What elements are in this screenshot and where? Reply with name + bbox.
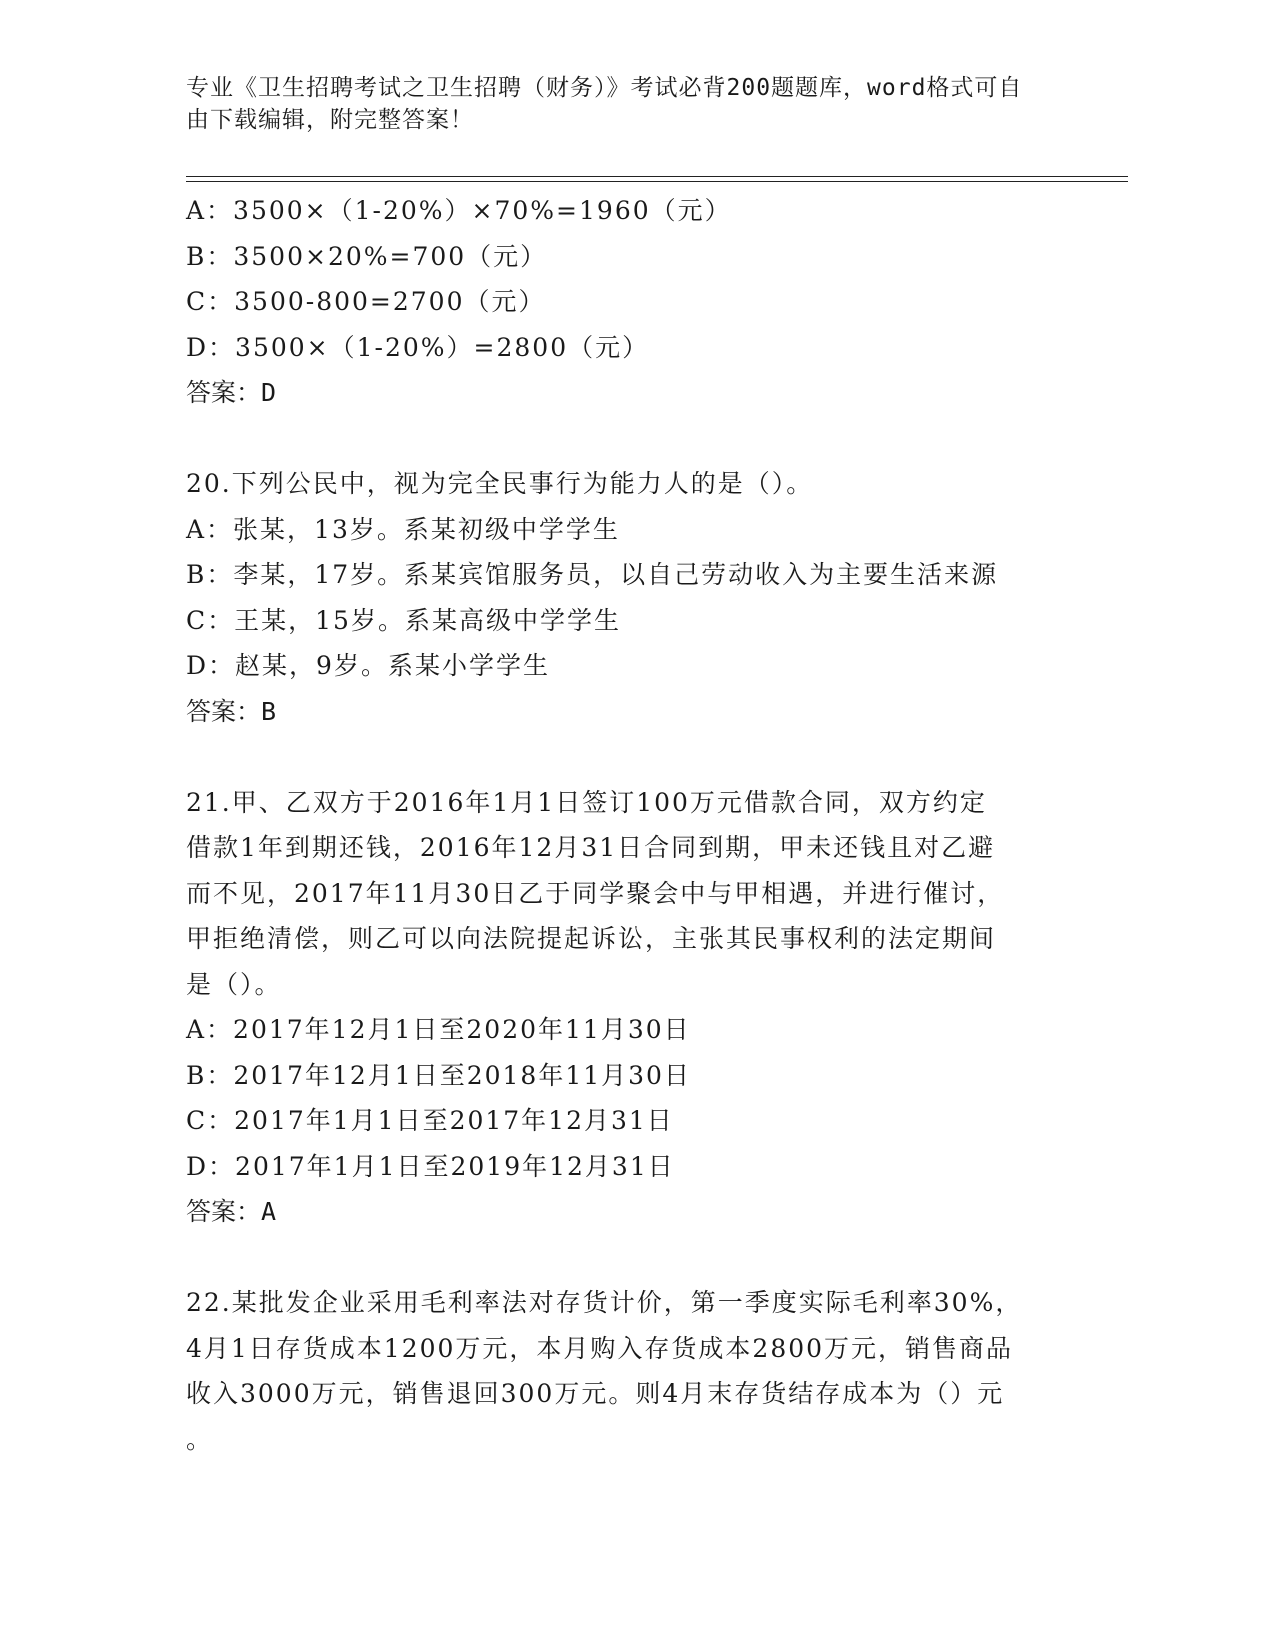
answer: 答案：D <box>186 378 277 407</box>
option-d: D：赵某，9岁。系某小学学生 <box>186 651 550 680</box>
question-stem-line: 4月1日存货成本1200万元，本月购入存货成本2800万元，销售商品 <box>186 1333 1014 1363</box>
question-stem-line: 22.某批发企业采用毛利率法对存货计价，第一季度实际毛利率30%， <box>186 1288 1023 1317</box>
header-rule-top <box>186 176 1128 177</box>
document-body <box>186 188 1086 1462</box>
question-stem-line: 。 <box>186 1424 214 1454</box>
option-a: A：3500×（1-20%）×70%=1960（元） <box>186 196 732 225</box>
option-a: A：张某，13岁。系某初级中学学生 <box>186 514 620 544</box>
question-stem-line: 而不见，2017年11月30日乙于同学聚会中与甲相遇，并进行催讨， <box>186 878 1005 908</box>
question-stem-line: 21.甲、乙双方于2016年1月1日签订100万元借款合同，双方约定 <box>186 787 987 817</box>
option-c: C：王某，15岁。系某高级中学学生 <box>186 605 621 635</box>
option-d: D：3500×（1-20%）=2800（元） <box>186 332 650 362</box>
header-line-1: 专业《卫生招聘考试之卫生招聘（财务）》考试必背200题题库，word格式可自 <box>186 75 1023 101</box>
answer: 答案：A <box>186 1197 277 1226</box>
answer: 答案：B <box>186 696 277 726</box>
option-c: C：3500-800=2700（元） <box>186 287 546 316</box>
question-stem-line: 借款1年到期还钱，2016年12月31日合同到期，甲未还钱且对乙避 <box>186 833 996 862</box>
option-c: C：2017年1月1日至2017年12月31日 <box>186 1106 674 1135</box>
option-b: B：3500×20%=700（元） <box>186 241 548 271</box>
header-line-2: 由下载编辑，附完整答案！ <box>186 107 474 133</box>
question-19-continued <box>186 188 1086 416</box>
question-22 <box>186 1280 1086 1462</box>
option-a: A：2017年12月1日至2020年11月30日 <box>186 1015 691 1044</box>
question-stem-line: 是（）。 <box>186 969 282 999</box>
question-stem-line: 收入3000万元，销售退回300万元。则4月末存货结存成本为（）元 <box>186 1379 1005 1408</box>
header-rule-bottom <box>186 181 1128 182</box>
option-d: D：2017年1月1日至2019年12月31日 <box>186 1151 675 1181</box>
document-header <box>186 72 1066 136</box>
option-b: B：2017年12月1日至2018年11月30日 <box>186 1060 691 1090</box>
question-21 <box>186 780 1086 1235</box>
question-stem: 20.下列公民中，视为完全民事行为能力人的是（）。 <box>186 469 814 498</box>
question-20 <box>186 461 1086 734</box>
question-stem-line: 甲拒绝清偿，则乙可以向法院提起诉讼，主张其民事权利的法定期间 <box>186 924 997 953</box>
option-b: B：李某，17岁。系某宾馆服务员，以自己劳动收入为主要生活来源 <box>186 560 999 589</box>
